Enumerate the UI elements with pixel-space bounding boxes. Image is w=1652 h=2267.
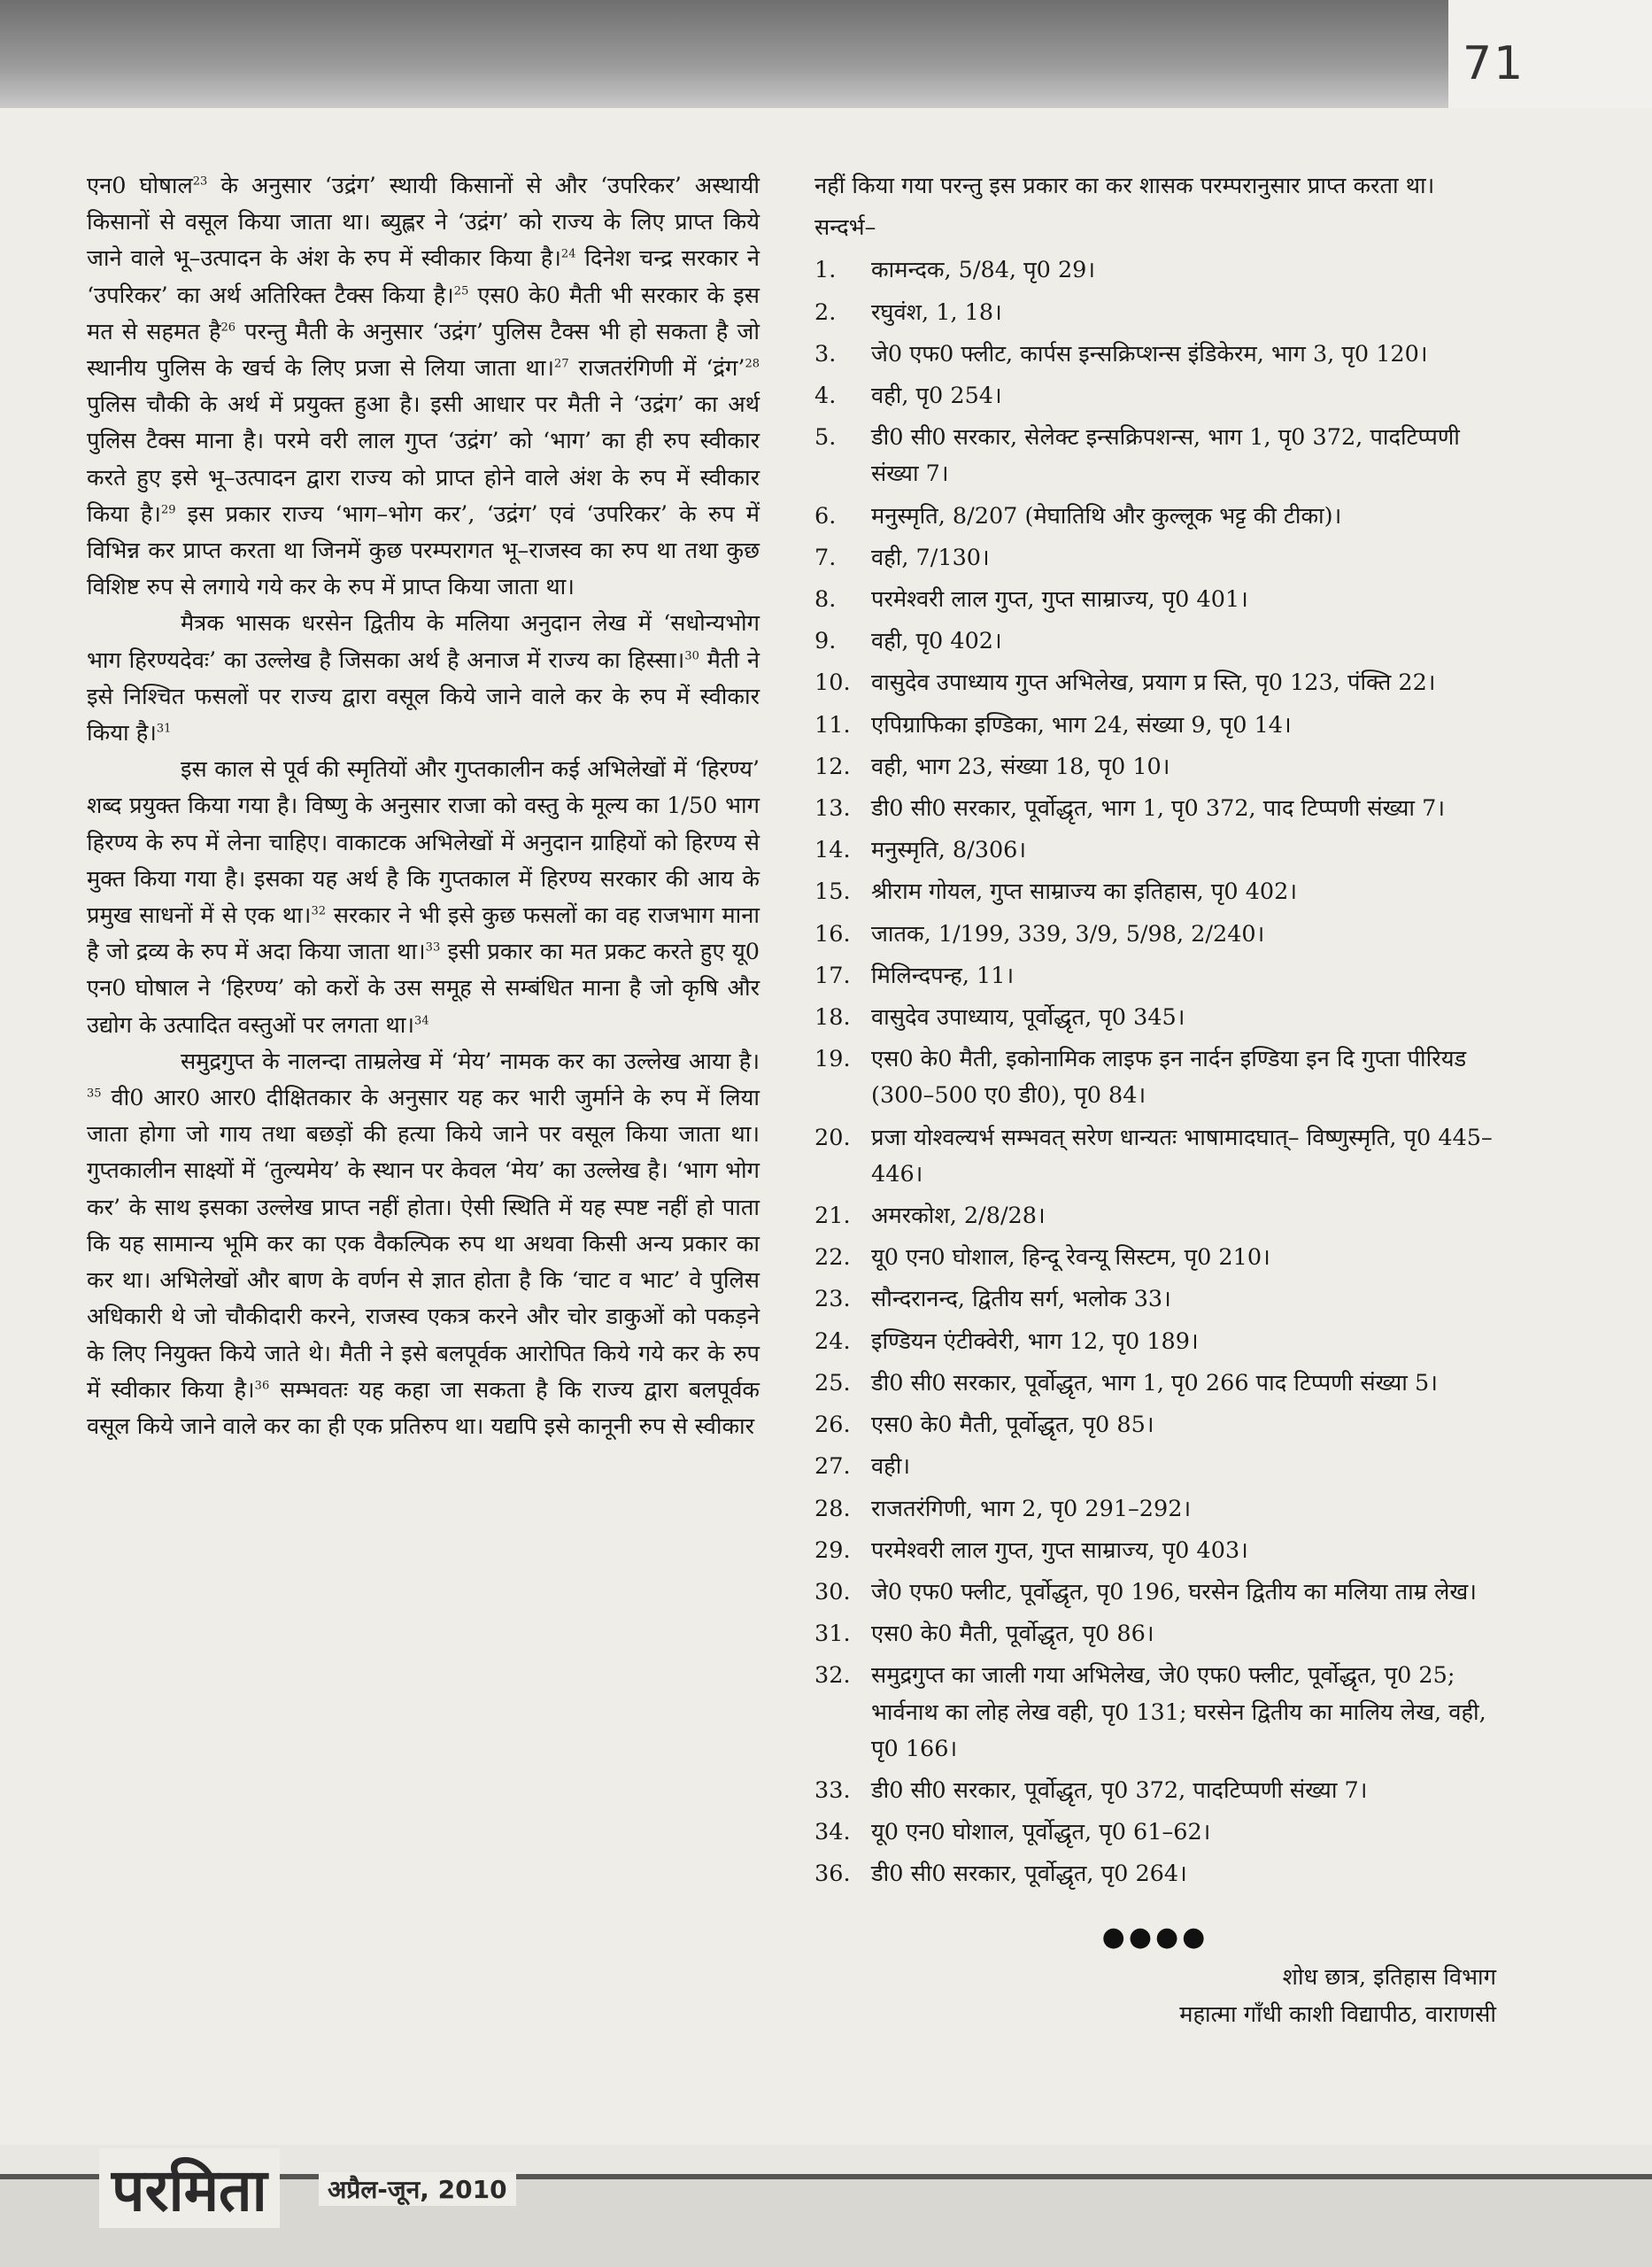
- reference-item: [814, 871, 1496, 913]
- footnote-marker: 25: [453, 284, 469, 298]
- paragraph-text: एन0 घोषाल: [87, 173, 193, 199]
- reference-text: रघुवंश, 1, 18।: [871, 298, 1002, 326]
- reference-text: जे0 एफ0 फ्लीट, कार्पस इन्सक्रिप्शन्स इंडिकेरम, भाग 3, पृ0 120।: [871, 340, 1428, 368]
- reference-item: [814, 621, 1496, 662]
- reference-text: मिलिन्दपन्ह, 11।: [871, 962, 1015, 989]
- reference-number: 6.: [814, 502, 837, 530]
- reference-item: [814, 705, 1496, 747]
- paragraph-text: पुलिस चौकी के अर्थ में प्रयुक्त हुआ है। इसी आधार पर मैती ने ‘उद्रंग’ का अर्थ पुलिस टैक्स माना है। परमे वरी लाल गुप्त ‘उद्रंग’ को ‘भाग’ का ही रुप स्वीकार करते हुए इसे भू–उत्पादन द्वारा राज्य को प्राप्त होने वाले अंश के रुप में स्वीकार किया है।: [87, 391, 760, 528]
- reference-item: [814, 1655, 1496, 1770]
- reference-item: [814, 1530, 1496, 1572]
- paragraph-text: दिनेश चन्द्र सरकार ने ‘उपरिकर’ का अर्थ अतिरिक्त टैक्स किया है।: [87, 245, 760, 309]
- references-heading: सन्दर्भ–: [814, 214, 876, 242]
- reference-number: 26.: [814, 1412, 851, 1439]
- reference-text: वही, पृ0 402।: [871, 628, 1002, 655]
- reference-number: 2.: [814, 298, 837, 326]
- footnote-marker: 34: [414, 1014, 429, 1028]
- right-column: [814, 168, 1496, 2033]
- reference-number: 21.: [814, 1203, 851, 1230]
- reference-text: जे0 एफ0 फ्लीट, पूर्वोद्धृत, पृ0 196, घरसेन द्वितीय का मलिया ताम्र लेख।: [871, 1578, 1477, 1605]
- reference-text: वही, 7/130।: [871, 544, 990, 571]
- paragraph-text: इस प्रकार राज्य ‘भाग–भोग कर’, ‘उद्रंग’ एवं ‘उपरिकर’ के रुप में विभिन्न कर प्राप्त करता था जिनमें कुछ परम्परागत भू–राजस्व का रुप था तथा कुछ विशिष्ट रुप से लगाये गये कर के रुप में प्राप्त किया जाता था।: [87, 500, 760, 601]
- footnote-marker: 36: [254, 1379, 270, 1393]
- paragraph-text: समुद्रगुप्त के नालन्दा ताम्रलेख में ‘मेय’ नामक कर का उल्लेख आया है।: [181, 1048, 760, 1075]
- header-band: [0, 0, 1652, 108]
- reference-text: यू0 एन0 घोशाल, पूर्वोद्धृत, पृ0 61–62।: [871, 1819, 1211, 1846]
- paragraph-text: इसी प्रकार का मत प्रकट करते हुए यू0 एन0 घोषाल ने ‘हिरण्य’ को करों के उस समूह से सम्बंधित माना है जो कृषि और उद्योग के उत्पादित वस्तुओं पर लगता था।: [87, 939, 760, 1039]
- reference-number: 13.: [814, 795, 851, 823]
- reference-number: 4.: [814, 383, 837, 410]
- reference-text: एस0 के0 मैती, पूर्वोद्धृत, पृ0 85।: [871, 1412, 1154, 1439]
- paragraph-text: मैत्रक भासक धरसेन द्वितीय के मलिया अनुदान लेख में ‘सधोन्यभोग भाग हिरण्यदेवः’ का उल्लेख है जिसका अर्थ है अनाज में राज्य का हिस्सा।: [87, 610, 760, 674]
- footnote-marker: 24: [560, 247, 576, 261]
- reference-item: [814, 1853, 1496, 1895]
- reference-text: श्रीराम गोयल, गुप्त साम्राज्य का इतिहास, पृ0 402।: [871, 878, 1298, 906]
- footnote-marker: 31: [156, 722, 172, 736]
- reference-item: [814, 1446, 1496, 1488]
- reference-number: 30.: [814, 1578, 851, 1605]
- reference-item: [814, 1363, 1496, 1404]
- reference-text: वही।: [871, 1453, 910, 1481]
- reference-item: [814, 747, 1496, 788]
- reference-item: [814, 997, 1496, 1039]
- page-number: 71: [1463, 37, 1525, 90]
- reference-number: 14.: [814, 837, 851, 864]
- reference-number: 24.: [814, 1327, 851, 1355]
- reference-item: [814, 1237, 1496, 1279]
- reference-item: [814, 1404, 1496, 1446]
- reference-number: 32.: [814, 1662, 851, 1690]
- reference-item: [814, 417, 1496, 495]
- reference-text: इण्डियन एंटीक्वेरी, भाग 12, पृ0 189।: [871, 1327, 1199, 1355]
- end-separator: ●●●●: [1101, 1921, 1209, 1953]
- reference-item: [814, 914, 1496, 956]
- reference-number: 29.: [814, 1536, 851, 1564]
- reference-number: 36.: [814, 1861, 851, 1888]
- reference-text: वही, पृ0 254।: [871, 383, 1002, 410]
- reference-item: [814, 496, 1496, 538]
- reference-number: 34.: [814, 1819, 851, 1846]
- reference-text: समुद्रगुप्त का जाली गया अभिलेख, जे0 एफ0 फ्लीट, पूर्वोद्धृत, पृ0 25; भार्वनाथ का लोह लेख वही, पृ0 131; घरसेन द्वितीय का मालिय लेख, वही, पृ0 166।: [871, 1662, 1486, 1762]
- reference-number: 31.: [814, 1621, 851, 1648]
- footnote-marker: 28: [745, 357, 760, 371]
- footnote-marker: 33: [425, 940, 441, 955]
- paragraph-text: परन्तु मैती के अनुसार ‘उद्रंग’ पुलिस टैक्स भी हो सकता है जो स्थानीय पुलिस के खर्च के लिए प्रजा से लिया जाता था।: [87, 318, 760, 383]
- footnote-marker: 27: [554, 357, 569, 371]
- footnote-marker: 29: [160, 503, 176, 517]
- reference-text: सौन्दरानन्द, द्वितीय सर्ग, भलोक 33।: [871, 1286, 1171, 1313]
- reference-text: मनुस्मृति, 8/207 (मेघातिथि और कुल्लूक भट्ट की टीका)।: [871, 502, 1342, 530]
- reference-item: [814, 1572, 1496, 1613]
- footnote-marker: 23: [192, 174, 208, 189]
- paragraph-text: मैती ने इसे निश्चित फसलों पर राज्य द्वारा वसूल किये जाने वाले कर के रुप में स्वीकार किया है।: [87, 646, 760, 747]
- reference-number: 12.: [814, 753, 851, 780]
- references-list: [814, 250, 1496, 1895]
- reference-text: वही, भाग 23, संख्या 18, पृ0 10।: [871, 753, 1170, 780]
- author-department: शोध छात्र, इतिहास विभाग: [1282, 1963, 1496, 1991]
- paragraph-text: सम्भवतः यह कहा जा सकता है कि राज्य द्वारा बलपूर्वक वसूल किये जाने वाले कर का ही एक प्रतिरुप था। यद्यपि इसे कानूनी रुप से स्वीकार: [87, 1376, 760, 1440]
- author-institution: महात्मा गाँधी काशी विद्यापीठ, वाराणसी: [1179, 2000, 1496, 2028]
- reference-text: वासुदेव उपाध्याय गुप्त अभिलेख, प्रयाग प्र स्ति, पृ0 123, पंक्ति 22।: [871, 669, 1436, 697]
- reference-item: [814, 250, 1496, 291]
- magazine-logo: परमिता: [99, 2148, 280, 2228]
- body-paragraph: [87, 606, 760, 752]
- paragraph-text: वी0 आर0 आर0 दीक्षितकार के अनुसार यह कर भारी जुर्माने के रुप में लिया जाता होगा जो गाय तथा बछड़ों की हत्या किये जाने पर वसूल किया जाता था। गुप्तकालीन साक्ष्यों में ‘तुल्यमेय’ के स्थान पर केवल ‘मेय’ का उल्लेख है। ‘भाग भोग कर’ के साथ इसका उल्लेख प्राप्त नहीं होता। ऐसी स्थिति में यह स्पष्ट नहीं हो पाता कि यह सामान्य भूमि कर का एक वैकल्पिक रुप था अथवा किसी अन्य प्रकार का कर था। अभिलेखों और बाण के वर्णन से ज्ञात होता है कि ‘चाट व भाट’ वे पुलिस अधिकारी थे जो चौकीदारी करने, राजस्व एकत्र करने और चोर डाकुओं को पकड़ने के लिए नियुक्त किये जाते थे। मैती ने इसे बलपूर्वक आरोपित किये गये कर के रुप में स्वीकार किया है।: [87, 1085, 760, 1404]
- reference-text: कामन्दक, 5/84, पृ0 29।: [871, 257, 1096, 284]
- reference-number: 11.: [814, 711, 851, 739]
- reference-number: 25.: [814, 1369, 851, 1397]
- left-column: [87, 168, 760, 1445]
- reference-text: वासुदेव उपाध्याय, पूर्वोद्धृत, पृ0 345।: [871, 1004, 1185, 1032]
- reference-number: 7.: [814, 544, 837, 571]
- reference-number: 23.: [814, 1286, 851, 1313]
- reference-number: 17.: [814, 962, 851, 989]
- reference-text: परमेश्वरी लाल गुप्त, गुप्त साम्राज्य, पृ0 403।: [871, 1536, 1248, 1564]
- reference-item: [814, 1321, 1496, 1363]
- reference-number: 22.: [814, 1244, 851, 1272]
- reference-number: 19.: [814, 1046, 851, 1073]
- reference-item: [814, 579, 1496, 621]
- reference-item: [814, 1770, 1496, 1812]
- reference-number: 28.: [814, 1495, 851, 1522]
- reference-item: [814, 788, 1496, 830]
- footnote-marker: 26: [220, 321, 236, 335]
- reference-text: अमरकोश, 2/8/28।: [871, 1203, 1046, 1230]
- reference-number: 27.: [814, 1453, 851, 1481]
- reference-text: डी0 सी0 सरकार, पूर्वोद्धृत, पृ0 264।: [871, 1861, 1187, 1888]
- body-paragraph: [87, 168, 760, 606]
- paragraph-text: के अनुसार ‘उद्रंग’ स्थायी किसानों से और ‘उपरिकर’ अस्थायी किसानों से वसूल किया जाता था। ब्युह्लर ने ‘उद्रंग’ को राज्य के लिए प्राप्त किये जाने वाले भू–उत्पादन के अंश के रुप में स्वीकार किया है।: [87, 173, 760, 273]
- reference-text: एस0 के0 मैती, इकोनामिक लाइफ इन नार्दन इण्डिया इन दि गुप्ता पीरियड (300–500 ए0 डी0), पृ0 84।: [871, 1046, 1467, 1110]
- paragraph-text: राजतरंगिणी में ‘द्रंग’: [568, 355, 745, 383]
- reference-item: [814, 334, 1496, 375]
- author-affiliation: [814, 1959, 1496, 2033]
- reference-item: [814, 538, 1496, 579]
- reference-text: राजतरंगिणी, भाग 2, पृ0 291–292।: [871, 1495, 1192, 1522]
- continued-text: नहीं किया गया परन्तु इस प्रकार का कर शासक परम्परानुसार प्राप्त करता था।: [814, 173, 1435, 199]
- footnote-marker: 32: [311, 904, 327, 918]
- reference-number: 3.: [814, 340, 837, 368]
- reference-text: डी0 सी0 सरकार, पूर्वोद्धृत, भाग 1, पृ0 372, पाद टिप्पणी संख्या 7।: [871, 795, 1445, 823]
- reference-item: [814, 375, 1496, 417]
- paragraph-text: सरकार ने भी इसे कुछ फसलों का वह राजभाग माना है जो द्रव्य के रुप में अदा किया जाता था।: [87, 902, 760, 966]
- reference-number: 18.: [814, 1004, 851, 1032]
- reference-number: 10.: [814, 669, 851, 697]
- reference-item: [814, 956, 1496, 997]
- reference-number: 1.: [814, 257, 837, 284]
- reference-item: [814, 830, 1496, 871]
- reference-text: प्रजा योश्वल्यर्भ सम्भवत् सरेण धान्यतः भाषामादघात्– विष्णुस्मृति, पृ0 445–446।: [871, 1124, 1493, 1188]
- reference-number: 8.: [814, 586, 837, 614]
- reference-text: डी0 सी0 सरकार, पूर्वोद्धृत, पृ0 372, पादटिप्पणी संख्या 7।: [871, 1776, 1368, 1804]
- issue-date: अप्रैल-जून, 2010: [319, 2172, 516, 2206]
- reference-number: 33.: [814, 1776, 851, 1804]
- footnote-marker: 30: [684, 649, 699, 663]
- reference-number: 20.: [814, 1124, 851, 1151]
- body-paragraph: [87, 752, 760, 1044]
- reference-number: 15.: [814, 878, 851, 906]
- reference-text: परमेश्वरी लाल गुप्त, गुप्त साम्राज्य, पृ0 401।: [871, 586, 1248, 614]
- paragraph-text: इस काल से पूर्व की स्मृतियों और गुप्तकालीन कई अभिलेखों में ‘हिरण्य’ शब्द प्रयुक्त किया गया है। विष्णु के अनुसार राजा को वस्तु के मूल्य का 1/50 भाग हिरण्य के रुप में लेना चाहिए। वाकाटक अभिलेखों में अनुदान ग्राहियों को हिरण्य से मुक्त किया गया है। इसका यह अर्थ है कि गुप्तकाल में हिरण्य सरकार की आय के प्रमुख साधनों में से एक था।: [87, 756, 760, 930]
- reference-number: 16.: [814, 920, 851, 948]
- reference-item: [814, 662, 1496, 704]
- reference-number: 9.: [814, 628, 837, 655]
- reference-item: [814, 1613, 1496, 1655]
- reference-number: 5.: [814, 424, 837, 452]
- reference-item: [814, 1812, 1496, 1853]
- reference-text: एस0 के0 मैती, पूर्वोद्धृत, पृ0 86।: [871, 1621, 1154, 1648]
- reference-text: डी0 सी0 सरकार, सेलेक्ट इन्सक्रिपशन्स, भाग 1, पृ0 372, पादटिप्पणी संख्या 7।: [871, 424, 1460, 488]
- reference-text: यू0 एन0 घोशाल, हिन्दू रेवन्यू सिस्टम, पृ0 210।: [871, 1244, 1270, 1272]
- reference-text: जातक, 1/199, 339, 3/9, 5/98, 2/240।: [871, 920, 1265, 948]
- reference-text: मनुस्मृति, 8/306।: [871, 837, 1027, 864]
- reference-item: [814, 1039, 1496, 1117]
- reference-item: [814, 292, 1496, 334]
- reference-item: [814, 1195, 1496, 1237]
- reference-item: [814, 1279, 1496, 1320]
- reference-text: एपिग्राफिका इण्डिका, भाग 24, संख्या 9, पृ0 14।: [871, 711, 1292, 739]
- paragraph-text: एस0 के0 मैती भी सरकार के इस मत से सहमत है: [87, 282, 760, 345]
- body-paragraph: [87, 1044, 760, 1445]
- reference-item: [814, 1489, 1496, 1530]
- footnote-marker: 35: [87, 1087, 102, 1101]
- reference-text: डी0 सी0 सरकार, पूर्वोद्धृत, भाग 1, पृ0 266 पाद टिप्पणी संख्या 5।: [871, 1369, 1438, 1397]
- reference-item: [814, 1118, 1496, 1195]
